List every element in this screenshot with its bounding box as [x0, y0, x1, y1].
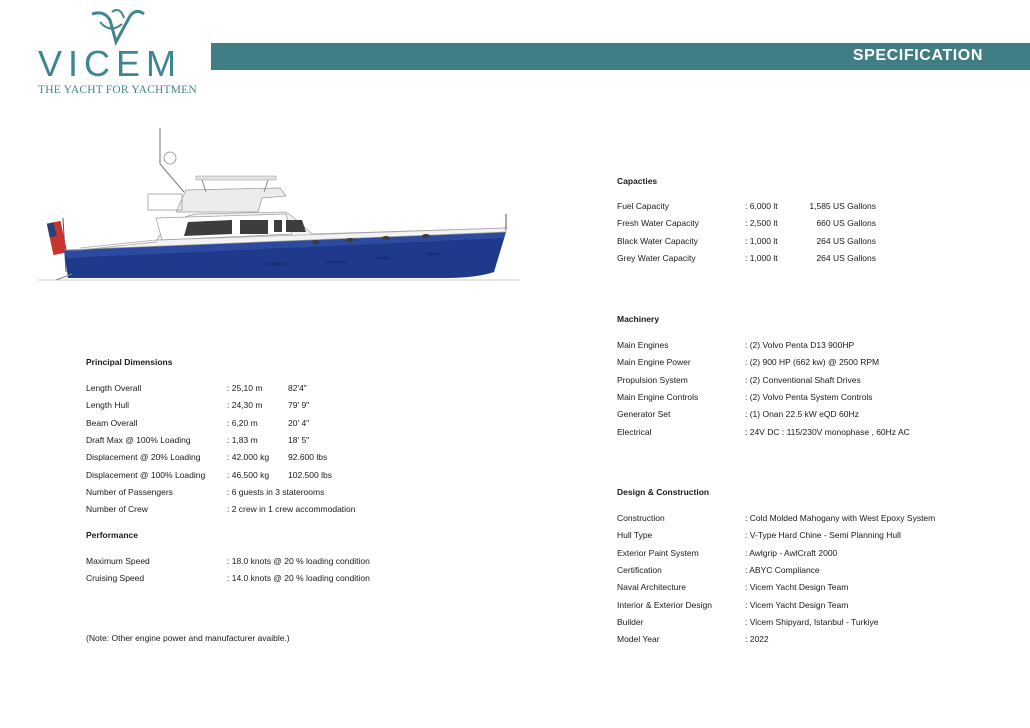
spec-label: Black Water Capacity [617, 235, 698, 246]
spec-label: Exterior Paint System [617, 547, 699, 558]
spec-metric-value: : 24,30 m [227, 400, 263, 411]
spec-label: Builder [617, 616, 644, 627]
spec-value: : Cold Molded Mahogany with West Epoxy System [745, 513, 936, 523]
spec-us-value: 660 US Gallons [816, 218, 876, 229]
spec-label: Naval Architecture [617, 582, 686, 593]
spec-value: : Vicem Shipyard, Istanbul - Turkiye [745, 616, 879, 627]
spec-value: : V-Type Hard Chine - Semi Planning Hull [745, 530, 901, 541]
spec-metric-value: : 25,10 m [227, 383, 263, 393]
spec-us-value: 264 US Gallons [816, 252, 876, 263]
brand-tagline: THE YACHT FOR YACHTMEN [38, 84, 197, 96]
spec-row [617, 617, 1017, 631]
spec-imperial-value: 18' 5" [288, 434, 310, 445]
spec-row [617, 253, 1017, 267]
spec-row [617, 340, 1017, 354]
spec-value: : (2) 900 HP (662 kw) @ 2500 RPM [745, 357, 880, 368]
spec-value: : (2) Volvo Penta System Controls [745, 391, 873, 402]
spec-value: : Awlgrip - AwlCraft 2000 [745, 547, 838, 558]
spec-metric-value: : 6 guests in 3 staterooms [227, 486, 325, 497]
spec-imperial-value: 82'4" [288, 383, 307, 393]
spec-imperial-value: 92.600 lbs [288, 452, 328, 463]
spec-label: Main Engines [617, 340, 669, 350]
vicem-monogram-icon [86, 8, 146, 48]
spec-row [617, 530, 1017, 544]
spec-row [617, 409, 1017, 423]
spec-row [617, 375, 1017, 389]
spec-label: Certification [617, 564, 662, 575]
spec-row [617, 582, 1017, 596]
spec-value: : 24V DC : 115/230V monophase , 60Hz AC [745, 426, 910, 437]
spec-value: : ABYC Compliance [745, 564, 820, 575]
spec-metric-value: : 2 crew in 1 crew accommodation [227, 504, 356, 515]
spec-label: Construction [617, 513, 665, 523]
spec-label: Fuel Capacity [617, 201, 669, 211]
spec-value: : (2) Conventional Shaft Drives [745, 374, 861, 385]
brand-logo [38, 8, 198, 96]
spec-row [86, 470, 486, 484]
spec-us-value: 1,585 US Gallons [809, 201, 876, 211]
spec-value: : 2022 [745, 634, 769, 645]
spec-metric-value: : 2,500 lt [745, 218, 778, 229]
spec-label: Grey Water Capacity [617, 252, 696, 263]
spec-value: : 14.0 knots @ 20 % loading condition [227, 573, 370, 584]
spec-label: Cruising Speed [86, 573, 145, 584]
header-banner [211, 43, 1030, 70]
spec-row [617, 634, 1017, 648]
spec-value: : 18.0 knots @ 20 % loading condition [227, 556, 370, 566]
spec-label: Displacement @ 100% Loading [86, 469, 206, 480]
spec-value: : (1) Onan 22.5 kW eQD 60Hz [745, 409, 859, 420]
spec-row [86, 418, 486, 432]
spec-metric-value: : 42.000 kg [227, 452, 270, 463]
spec-metric-value: : 1,000 lt [745, 235, 778, 246]
spec-row [86, 573, 486, 587]
spec-row [617, 218, 1017, 232]
spec-label: Fresh Water Capacity [617, 218, 699, 229]
spec-row [617, 565, 1017, 579]
spec-row [86, 556, 486, 570]
spec-row [617, 548, 1017, 562]
spec-label: Model Year [617, 634, 660, 645]
spec-label: Draft Max @ 100% Loading [86, 434, 191, 445]
spec-row [86, 504, 486, 518]
section-title-design-construction: Design & Construction [617, 487, 710, 497]
spec-label: Displacement @ 20% Loading [86, 452, 201, 463]
section-title-performance: Performance [86, 530, 138, 540]
spec-row [86, 400, 486, 414]
spec-row [86, 452, 486, 466]
brand-name: VICEM [38, 43, 183, 84]
spec-metric-value: : 6,20 m [227, 417, 258, 428]
spec-metric-value: : 1,83 m [227, 434, 258, 445]
spec-imperial-value: 79' 9" [288, 400, 310, 411]
spec-label: Generator Set [617, 409, 671, 420]
spec-metric-value: : 6,000 lt [745, 201, 778, 211]
spec-imperial-value: 102.500 lbs [288, 469, 332, 480]
spec-label: Number of Passengers [86, 486, 173, 497]
spec-label: Main Engine Controls [617, 391, 699, 402]
spec-metric-value: : 1,000 lt [745, 252, 778, 263]
spec-metric-value: : 46.500 kg [227, 469, 270, 480]
spec-label: Interior & Exterior Design [617, 599, 712, 610]
section-title-principal-dimensions: Principal Dimensions [86, 357, 173, 367]
spec-label: Maximum Speed [86, 556, 150, 566]
spec-row [617, 392, 1017, 406]
spec-imperial-value: 20' 4" [288, 417, 310, 428]
spec-value: : (2) Volvo Penta D13 900HP [745, 340, 855, 350]
spec-label: Number of Crew [86, 504, 148, 515]
page-title: SPECIFICATION [852, 47, 983, 64]
section-title-capacities: Capacties [617, 176, 658, 186]
spec-row [86, 487, 486, 501]
spec-label: Length Hull [86, 400, 130, 411]
spec-value: : Vicem Yacht Design Team [745, 599, 849, 610]
spec-label: Hull Type [617, 530, 653, 541]
spec-label: Propulsion System [617, 374, 688, 385]
spec-row [617, 513, 1017, 527]
spec-row [617, 600, 1017, 614]
section-title-machinery: Machinery [617, 314, 660, 324]
spec-row [617, 427, 1017, 441]
note-text: (Note: Other engine power and manufacturer avaible.) [86, 633, 290, 643]
spec-row [617, 357, 1017, 371]
spec-row [617, 236, 1017, 250]
spec-row [86, 435, 486, 449]
spec-value: : Vicem Yacht Design Team [745, 582, 849, 593]
spec-label: Electrical [617, 426, 652, 437]
spec-row [86, 383, 486, 397]
spec-label: Length Overall [86, 383, 142, 393]
spec-us-value: 264 US Gallons [816, 235, 876, 246]
spec-label: Main Engine Power [617, 357, 691, 368]
spec-label: Beam Overall [86, 417, 138, 428]
yacht-illustration [36, 124, 522, 286]
spec-row [617, 201, 1017, 215]
